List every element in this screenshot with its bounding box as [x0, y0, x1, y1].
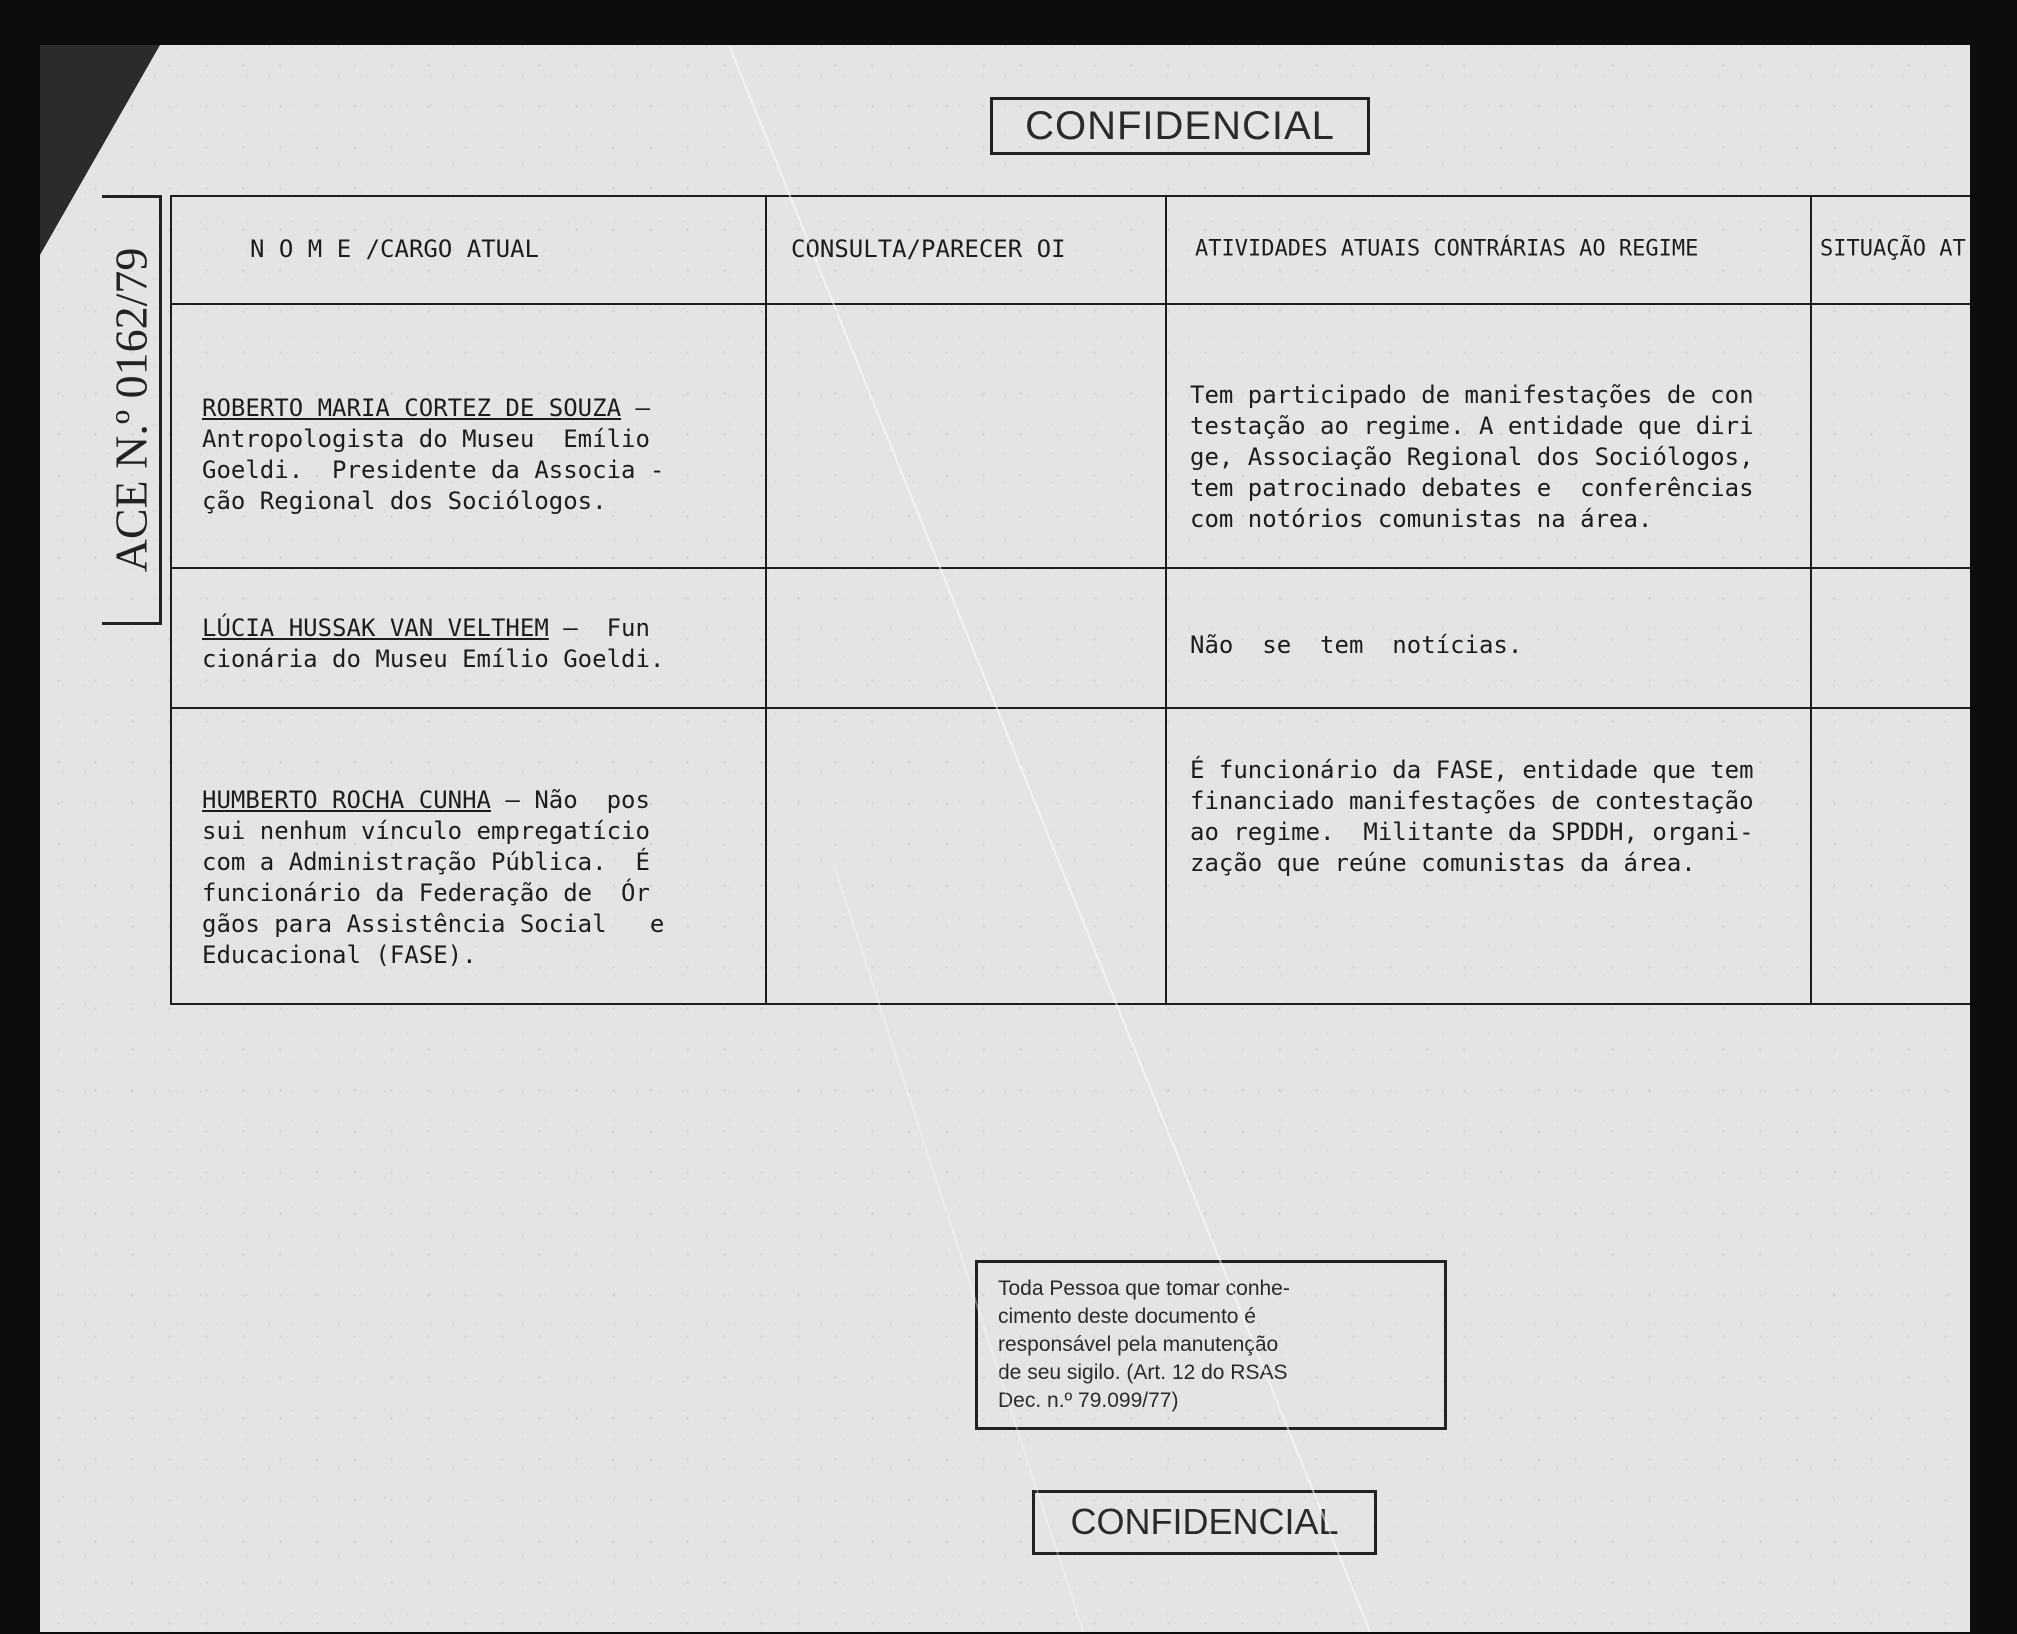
sigilo-notice-stamp: Toda Pessoa que tomar conhe- cimento deste documento é responsável pela manutenção de seu sigilo. (Art. 12 do RSAS Dec. n.º 79.099/77) [975, 1260, 1447, 1430]
name-continuation: — Não pos [490, 786, 650, 814]
header-atividades: ATIVIDADES ATUAIS CONTRÁRIAS AO REGIME [1195, 236, 1699, 262]
person-name: HUMBERTO ROCHA CUNHA [202, 786, 491, 814]
table-row-1-name-cell [202, 393, 664, 517]
table-col-rule-1 [765, 195, 767, 1005]
table-col-rule-3 [1810, 195, 1812, 1005]
cargo-text: cionária do Museu Emílio Goeldi. [202, 645, 665, 673]
table-rule-top [170, 195, 1970, 197]
table-row-2-name-cell [202, 613, 664, 675]
dossier-table [170, 195, 1970, 1005]
header-nome-cargo: N O M E /CARGO ATUAL [250, 235, 539, 263]
table-rule-row1 [170, 567, 1970, 569]
header-consulta-parecer: CONSULTA/PARECER OI [791, 235, 1066, 263]
table-col-rule-0 [170, 195, 172, 1005]
table-row-2-atividades: Não se tem notícias. [1190, 631, 1523, 659]
name-continuation: — Fun [548, 614, 650, 642]
person-name: LÚCIA HUSSAK VAN VELTHEM [202, 614, 549, 642]
name-continuation: — [621, 394, 650, 422]
table-row-1-atividades: Tem participado de manifestações de con testação ao regime. A entidade que diri ge, Associação Regional dos Sociólogos, tem patrocinado debates e conferências com notórios comunistas na área. [1190, 381, 1754, 533]
confidencial-stamp-bottom: CONFIDENCIAL [1032, 1490, 1377, 1555]
confidencial-stamp-top: CONFIDENCIAL [990, 97, 1370, 155]
person-name: ROBERTO MARIA CORTEZ DE SOUZA [202, 394, 622, 422]
document-sheet [40, 45, 1970, 1632]
table-col-rule-2 [1165, 195, 1167, 1005]
table-rule-row2 [170, 707, 1970, 709]
header-situacao: SITUAÇÃO AT [1820, 236, 1966, 262]
cargo-text: sui nenhum vínculo empregatício com a Administração Pública. É funcionário da Federação de Ór gãos para Assistência Social e Educacional (FASE). [202, 817, 665, 969]
table-row-3-atividades: É funcionário da FASE, entidade que tem financiado manifestações de contestação ao regime. Militante da SPDDH, organi- zação que reúne comunistas da área. [1190, 756, 1754, 877]
table-row-3-name-cell [202, 785, 664, 971]
ace-number-stamp [102, 195, 162, 625]
table-rule-bottom [170, 1003, 1970, 1005]
cargo-text: Antropologista do Museu Emílio Goeldi. Presidente da Associa - ção Regional dos Sociólogos. [202, 425, 665, 515]
ace-number-text: ACE N.º 0162/79 [105, 247, 156, 573]
table-rule-header [170, 303, 1970, 305]
